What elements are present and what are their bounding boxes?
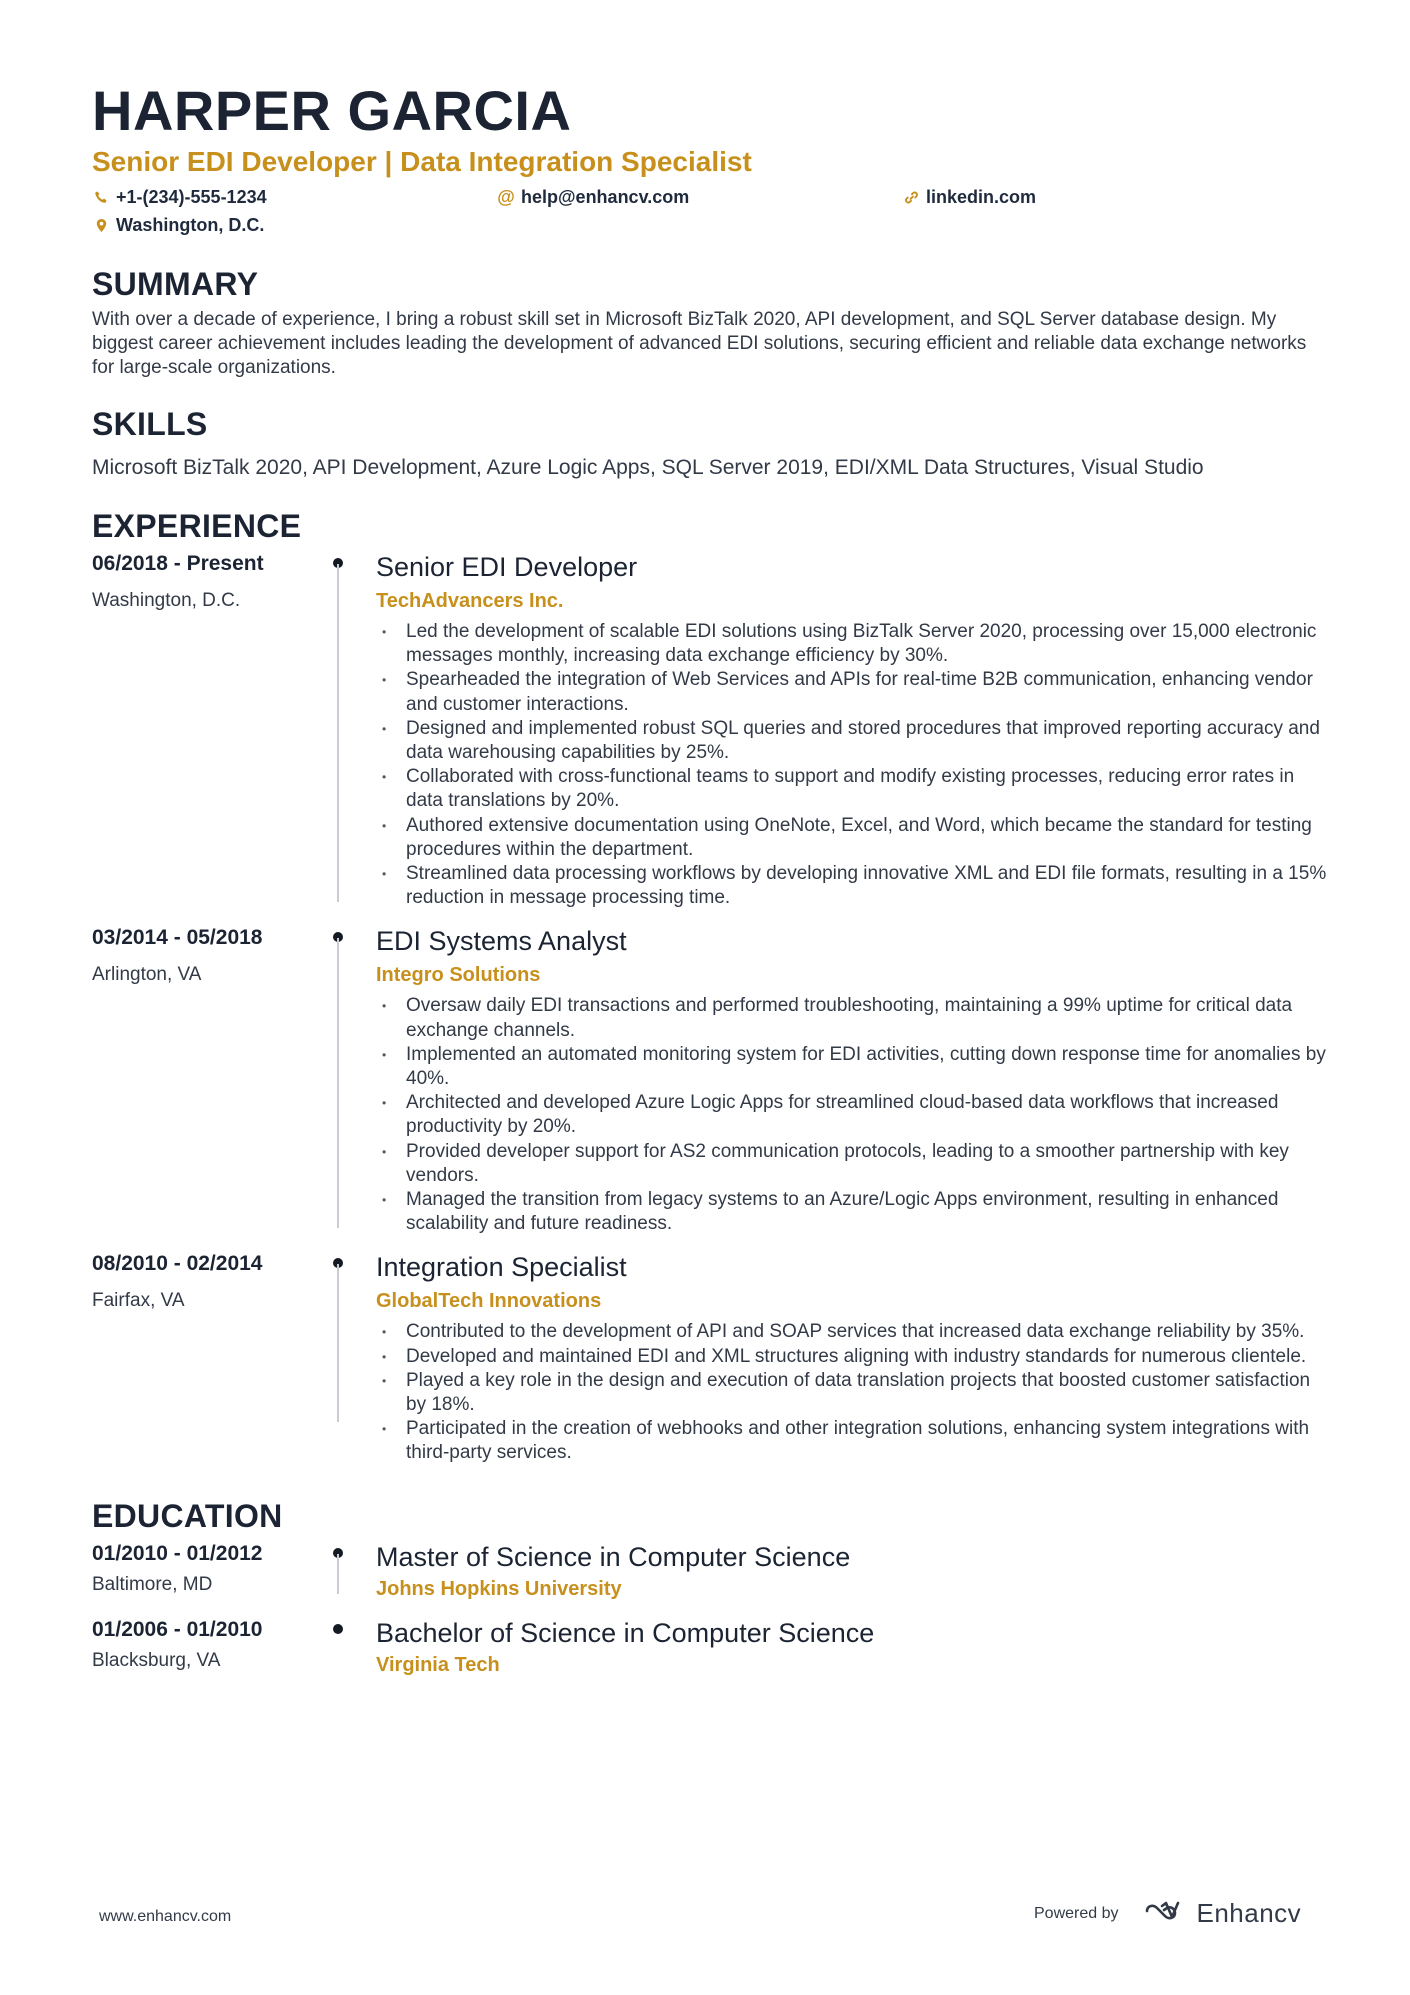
- job-date: 08/2010 - 02/2014: [92, 1252, 263, 1276]
- phone-text: +1-(234)-555-1234: [116, 186, 267, 207]
- bullet-item: • Contributed to the development of API and SOAP services that increased data exchange reliability by 35%.: [376, 1320, 1332, 1344]
- edu-school: Johns Hopkins University: [376, 1577, 622, 1600]
- candidate-name: HARPER GARCIA: [92, 79, 572, 142]
- job-company: GlobalTech Innovations: [376, 1290, 602, 1313]
- timeline-line: [337, 1554, 339, 1594]
- timeline-dot: [333, 1624, 343, 1634]
- timeline-rail: [324, 924, 364, 1236]
- enhancv-logo-icon: [1143, 1899, 1189, 1928]
- bullet-item: • Provided developer support for AS2 communication protocols, leading to a smoother partnership with key vendors.: [376, 1140, 1332, 1188]
- powered-by-label: Powered by: [1034, 1904, 1119, 1922]
- bullet-item: • Spearheaded the integration of Web Services and APIs for real-time B2B communication, enhancing vendor and customer interactions.: [376, 668, 1332, 716]
- bullet-item: • Played a key role in the design and execution of data translation projects that boosted customer satisfaction by 18%.: [376, 1369, 1332, 1417]
- edu-location: Blacksburg, VA: [92, 1649, 221, 1671]
- candidate-title: Senior EDI Developer | Data Integration Specialist: [92, 146, 752, 177]
- location-pin-icon: [92, 216, 110, 234]
- summary-section: [92, 264, 1332, 380]
- contact-location: [92, 212, 497, 238]
- timeline-line: [337, 1264, 339, 1421]
- experience-heading: EXPERIENCE: [92, 508, 302, 544]
- skills-heading: SKILLS: [92, 406, 208, 442]
- footer-website[interactable]: www.enhancv.com: [99, 1908, 232, 1925]
- job-bullets: [376, 620, 1332, 910]
- phone-icon: [92, 188, 110, 206]
- experience-section: [92, 506, 1332, 1466]
- edu-school: Virginia Tech: [376, 1653, 500, 1676]
- job-location: Arlington, VA: [92, 964, 202, 986]
- job-role: Integration Specialist: [376, 1252, 627, 1283]
- job-role: EDI Systems Analyst: [376, 926, 627, 957]
- job-bullets: [376, 1320, 1332, 1465]
- bullet-item: • Designed and implemented robust SQL queries and stored procedures that improved reporting accuracy and data warehousing capabilities by 25%.: [376, 717, 1332, 765]
- job-date: 03/2014 - 05/2018: [92, 926, 263, 950]
- experience-entry: [92, 550, 1332, 910]
- footer-branding: [1034, 1898, 1301, 1929]
- bullet-item: • Collaborated with cross-functional teams to support and modify existing processes, reducing error rates in data translations by 20%.: [376, 765, 1332, 813]
- edu-degree: Master of Science in Computer Science: [376, 1541, 851, 1572]
- contact-info: [92, 184, 1332, 238]
- experience-entry: [92, 1250, 1332, 1465]
- bullet-item: • Led the development of scalable EDI solutions using BizTalk Server 2020, processing over 15,000 electronic messages monthly, increasing data exchange efficiency by 30%.: [376, 620, 1332, 668]
- bullet-item: • Streamlined data processing workflows by developing innovative XML and EDI file formats, resulting in a 15% reduction in message processing time.: [376, 862, 1332, 910]
- at-icon: @: [497, 186, 515, 207]
- edu-date: 01/2006 - 01/2010: [92, 1617, 263, 1641]
- timeline-rail: [324, 1250, 364, 1465]
- brand-name: Enhancv: [1196, 1898, 1302, 1928]
- contact-linkedin[interactable]: [902, 184, 1307, 210]
- summary-heading: SUMMARY: [92, 266, 259, 302]
- experience-entry: [92, 924, 1332, 1236]
- job-company: Integro Solutions: [376, 964, 541, 987]
- education-entry: [92, 1540, 1332, 1602]
- edu-degree: Bachelor of Science in Computer Science: [376, 1617, 875, 1648]
- timeline-rail: [324, 1616, 364, 1678]
- bullet-item: • Architected and developed Azure Logic Apps for streamlined cloud-based data workflows that increased productivity by 20%.: [376, 1091, 1332, 1139]
- skills-text: Microsoft BizTalk 2020, API Development, Azure Logic Apps, SQL Server 2019, EDI/XML Data Structures, Visual Studio: [92, 456, 1204, 479]
- skills-section: [92, 404, 1332, 482]
- bullet-item: • Authored extensive documentation using OneNote, Excel, and Word, which became the standard for testing procedures within the department.: [376, 814, 1332, 862]
- summary-text: With over a decade of experience, I bring a robust skill set in Microsoft BizTalk 2020, API development, and SQL Server database design. My biggest career achievement includes leading the development of advanced EDI solutions, securing efficient and reliable data exchange networks for large-scale organizations.: [92, 309, 1307, 378]
- job-company: TechAdvancers Inc.: [376, 590, 564, 612]
- email-text: help@enhancv.com: [521, 186, 690, 207]
- bullet-item: • Implemented an automated monitoring system for EDI activities, cutting down response time for anomalies by 40%.: [376, 1043, 1332, 1091]
- edu-date: 01/2010 - 01/2012: [92, 1541, 263, 1565]
- contact-phone[interactable]: [92, 184, 497, 210]
- job-location: Washington, D.C.: [92, 590, 241, 611]
- resume-page: [92, 78, 1332, 1678]
- job-role: Senior EDI Developer: [376, 552, 638, 582]
- education-heading: EDUCATION: [92, 1497, 283, 1534]
- bullet-item: • Developed and maintained EDI and XML structures aligning with industry standards for numerous clientele.: [376, 1345, 1332, 1369]
- education-section: [92, 1496, 1332, 1678]
- bullet-item: • Participated in the creation of webhooks and other integration solutions, enhancing system integrations with third-party services.: [376, 1417, 1332, 1465]
- edu-location: Baltimore, MD: [92, 1573, 213, 1595]
- bullet-item: • Managed the transition from legacy systems to an Azure/Logic Apps environment, resulting in enhanced scalability and future readiness.: [376, 1188, 1332, 1236]
- timeline-line: [337, 938, 339, 1228]
- contact-email[interactable]: [497, 184, 902, 210]
- job-date: 06/2018 - Present: [92, 552, 264, 575]
- linkedin-text: linkedin.com: [926, 186, 1037, 207]
- timeline-rail: [324, 550, 364, 910]
- location-text: Washington, D.C.: [116, 214, 265, 235]
- timeline-line: [337, 564, 339, 902]
- timeline-rail: [324, 1540, 364, 1602]
- job-bullets: [376, 994, 1332, 1236]
- job-location: Fairfax, VA: [92, 1290, 185, 1312]
- link-icon: [902, 188, 920, 206]
- bullet-item: • Oversaw daily EDI transactions and performed troubleshooting, maintaining a 99% uptime for critical data exchange channels.: [376, 994, 1332, 1042]
- education-entry: [92, 1616, 1332, 1678]
